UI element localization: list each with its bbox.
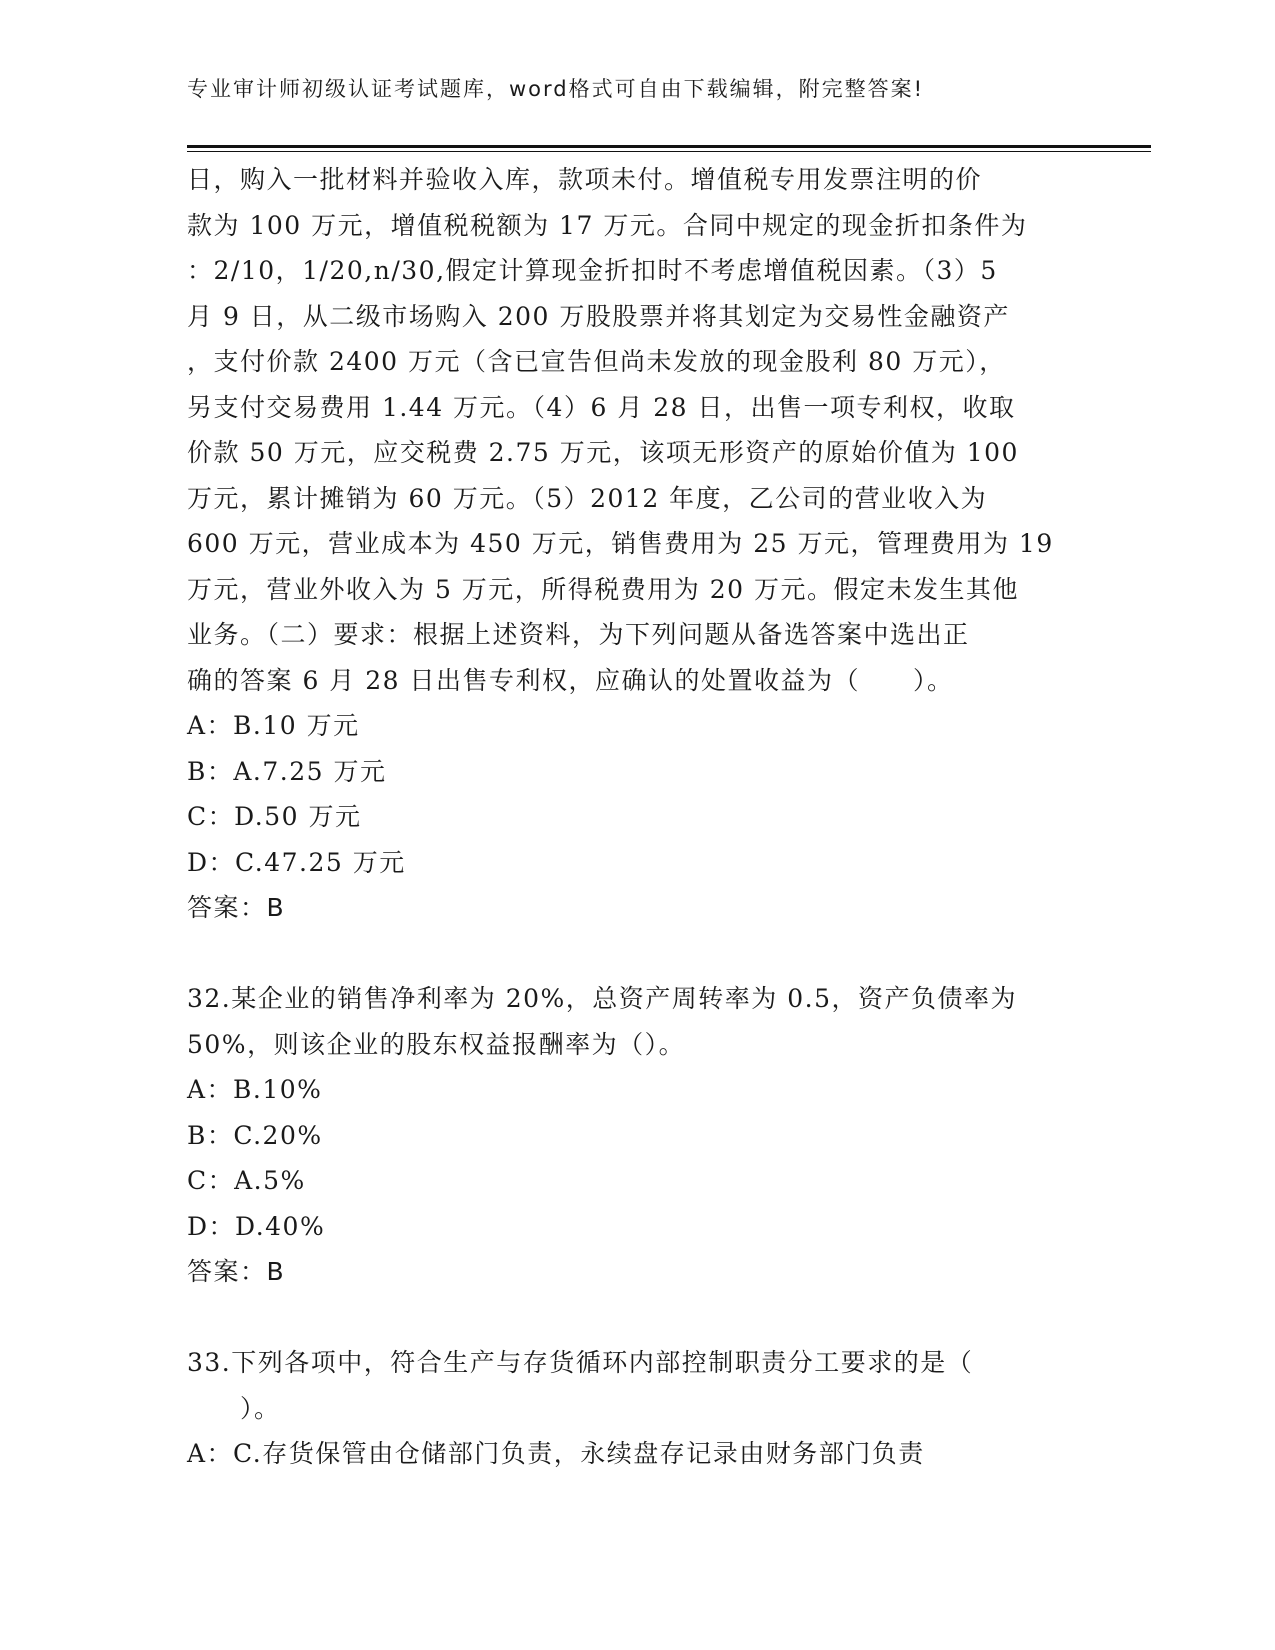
option-a: A：B.10 万元	[187, 711, 360, 740]
question-33	[187, 1340, 1087, 1477]
option-b: B：C.20%	[187, 1120, 323, 1150]
option-a: A：B.10%	[187, 1075, 323, 1104]
question-stem-line: 确的答案 6 月 28 日出售专利权，应确认的处置收益为（ ）。	[187, 665, 954, 695]
question-stem-line: 另支付交易费用 1.44 万元。（4）6 月 28 日，出售一项专利权，收取	[187, 392, 1016, 422]
question-stem-line: 款为 100 万元，增值税税额为 17 万元。合同中规定的现金折扣条件为	[187, 210, 1028, 240]
option-b: B：A.7.25 万元	[187, 756, 387, 786]
question-stem-line: 万元，累计摊销为 60 万元。（5）2012 年度，乙公司的营业收入为	[187, 483, 988, 513]
question-stem-line: 33.下列各项中，符合生产与存货循环内部控制职责分工要求的是（	[187, 1348, 974, 1377]
option-d: D：D.40%	[187, 1211, 326, 1241]
question-stem-line: 业务。（二）要求：根据上述资料，为下列问题从备选答案中选出正	[187, 620, 970, 649]
spacer	[187, 931, 1087, 977]
header-rule	[187, 145, 1151, 152]
option-c: C：A.5%	[187, 1166, 306, 1195]
question-31	[187, 157, 1087, 931]
question-stem-line: 万元，营业外收入为 5 万元，所得税费用为 20 万元。假定未发生其他	[187, 574, 1020, 604]
page-header: 专业审计师初级认证考试题库，word格式可自由下载编辑，附完整答案!	[187, 77, 925, 101]
question-stem-line: 600 万元，营业成本为 450 万元，销售费用为 25 万元，管理费用为 19	[187, 529, 1054, 558]
question-stem-line: ）。	[187, 1393, 281, 1423]
answer-label: 答案：B	[187, 893, 286, 922]
question-stem-line: 月 9 日，从二级市场购入 200 万股股票并将其划定为交易性金融资产	[187, 301, 1010, 331]
document-body	[187, 157, 1087, 1477]
question-stem-line: 32.某企业的销售净利率为 20%，总资产周转率为 0.5，资产负债率为	[187, 984, 1017, 1013]
question-stem-line: 价款 50 万元，应交税费 2.75 万元，该项无形资产的原始价值为 100	[187, 438, 1019, 467]
question-stem-line: ，支付价款 2400 万元（含已宣告但尚未发放的现金股利 80 万元），	[187, 347, 1006, 376]
question-32	[187, 976, 1087, 1295]
answer-label: 答案：B	[187, 1257, 286, 1286]
question-stem-line: ：2/10，1/20,n/30,假定计算现金折扣时不考虑增值税因素。（3）5	[187, 256, 998, 285]
option-d: D：C.47.25 万元	[187, 847, 406, 877]
question-stem-line: 日，购入一批材料并验收入库，款项未付。增值税专用发票注明的价	[187, 165, 983, 194]
spacer	[187, 1295, 1087, 1341]
question-stem-line: 50%，则该企业的股东权益报酬率为（）。	[187, 1029, 686, 1059]
option-a: A：C.存货保管由仓储部门负责，永续盘存记录由财务部门负责	[187, 1439, 925, 1468]
option-c: C：D.50 万元	[187, 802, 362, 831]
